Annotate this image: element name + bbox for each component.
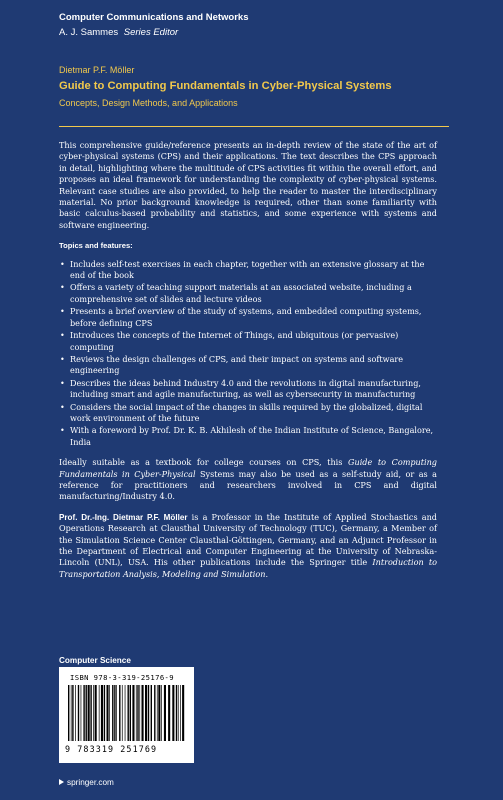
editor-name: A. J. Sammes [59, 27, 119, 38]
barcode-bar [104, 685, 105, 741]
barcode-bar [107, 685, 109, 741]
subject-category: Computer Science [59, 656, 131, 665]
barcode-bar [145, 685, 147, 741]
feature-item: • With a foreword by Prof. Dr. K. B. Akhilesh of the Indian Institute of Science, Bangalore, India [59, 425, 437, 448]
feature-item: • Reviews the design challenges of CPS, and their impact on systems and software engineering [59, 354, 437, 377]
barcode-bar [68, 685, 69, 741]
barcode-bar [142, 685, 144, 741]
book-author: Dietmar P.F. Möller [59, 65, 135, 75]
barcode-bar [114, 685, 115, 741]
suitability-book-title: Guide to Computing Fundamentals in Cyber-Physical [59, 457, 437, 479]
feature-item: • Considers the social impact of the changes in skills required by the globalized, digital work environment of the future [59, 402, 437, 425]
back-cover-text [59, 140, 437, 589]
barcode-bars [68, 685, 186, 741]
book-subtitle: Concepts, Design Methods, and Applications [59, 98, 238, 108]
website-text: springer.com [67, 778, 114, 787]
suitability-text-start: Ideally suitable as a textbook for college courses on CPS, this [59, 457, 349, 468]
barcode-bar [180, 685, 181, 741]
barcode-bar [101, 685, 103, 741]
barcode-bar [119, 685, 120, 741]
isbn-label: ISBN 978-3-319-25176-9 [70, 673, 174, 682]
feature-item: • Offers a variety of teaching support materials at an associated website, including a comprehensive set of slides and lecture videos [59, 282, 437, 305]
barcode-bar [154, 685, 155, 741]
feature-item: • Presents a brief overview of the study of systems, and embedded computing systems, before defining CPS [59, 306, 437, 329]
barcode-bar [168, 685, 170, 741]
barcode-bar [130, 685, 131, 741]
barcode-bar [158, 685, 160, 741]
barcode-bar [182, 685, 184, 741]
suitability-paragraph [59, 457, 437, 503]
features-list [59, 259, 437, 449]
barcode-bar [93, 685, 94, 741]
barcode-bar [172, 685, 174, 741]
barcode-bar [128, 685, 129, 741]
barcode-bar [95, 685, 97, 741]
editor-role: Series Editor [123, 27, 179, 38]
topics-heading: Topics and features: [59, 241, 133, 251]
barcode-bar [136, 685, 137, 741]
barcode-bar [90, 685, 91, 741]
barcode-bar [122, 685, 123, 741]
feature-item: • Introduces the concepts of the Internet of Things, and ubiquitous (or pervasive) computing [59, 330, 437, 353]
barcode-bar [81, 685, 82, 741]
feature-item: • Describes the ideas behind Industry 4.0 and the revolutions in digital manufacturing, including smart and agile manufacturing, as well as cybersecurity in manufacturing [59, 378, 437, 401]
barcode-bar [164, 685, 166, 741]
barcode-bar [83, 685, 84, 741]
barcode-bar [99, 685, 100, 741]
bio-other-title: Introduction to Transportation Analysis, Modeling and Simulation. [59, 557, 437, 579]
barcode-bar [71, 685, 72, 741]
series-name: Computer Communications and Networks [59, 12, 249, 23]
barcode-bar [157, 685, 158, 741]
barcode-bar [161, 685, 162, 741]
author-bio-paragraph [59, 512, 437, 580]
barcode-bar [72, 685, 73, 741]
bio-author-name: Prof. Dr.-Ing. Dietmar P.F. Möller [59, 512, 188, 522]
barcode-bar [125, 685, 126, 741]
publisher-website [59, 778, 114, 787]
barcode-bar [148, 685, 149, 741]
barcode-bar [112, 685, 113, 741]
title-divider [59, 126, 449, 127]
barcode-bar [139, 685, 140, 741]
barcode-digits: 9 783319 251769 [65, 744, 158, 754]
barcode-bar [137, 685, 138, 741]
description-paragraph: This comprehensive guide/reference presents an in-depth review of the state of the art of cyber-physical systems (CPS) and their applications. The text describes the CPS approach in detail, highlighting where the multitude of CPS activities fit within the overall effort, and proposes an ideal framework for understanding the complexity of cyber-physical systems. Relevant case studies are also provided, to help the reader to master the interdisciplinary material. No prior background knowledge is required, other than some familiarity with basic calculus-based probability and statistics, and some experience with systems and software engineering. [59, 140, 437, 230]
feature-item: • Includes self-test exercises in each chapter, together with an extensive glossary at the end of the book [59, 259, 437, 282]
barcode-bar [109, 685, 110, 741]
book-title: Guide to Computing Fundamentals in Cyber-Physical Systems [59, 80, 392, 92]
isbn-barcode [59, 667, 194, 763]
barcode-bar [88, 685, 90, 741]
barcode-bar [86, 685, 87, 741]
barcode-bar [75, 685, 76, 741]
barcode-bar [176, 685, 177, 741]
series-editor [59, 27, 178, 38]
suitability-text-end: Systems may also be used as a self-study aid, or as a reference for practitioners and researchers involved in CPS and digital manufacturing/Industry 4.0. [59, 468, 437, 502]
bio-text: is a Professor in the Institute of Applied Stochastics and Operations Research at Clausthal University of Technology (TUC), Germany, a Member of the Simulation Science Center Clausthal-Göttingen, Germany, and an Adjunct Professor in the Department of Electrical and Computer Engineering at the University of Nebraska-Lincoln (UNL), USA. His other publications include the Springer title [59, 511, 437, 568]
barcode-bar [151, 685, 152, 741]
barcode-bar [132, 685, 134, 741]
barcode-bar [116, 685, 117, 741]
barcode-bar [78, 685, 79, 741]
barcode-bar [178, 685, 179, 741]
arrow-right-icon [59, 779, 64, 785]
